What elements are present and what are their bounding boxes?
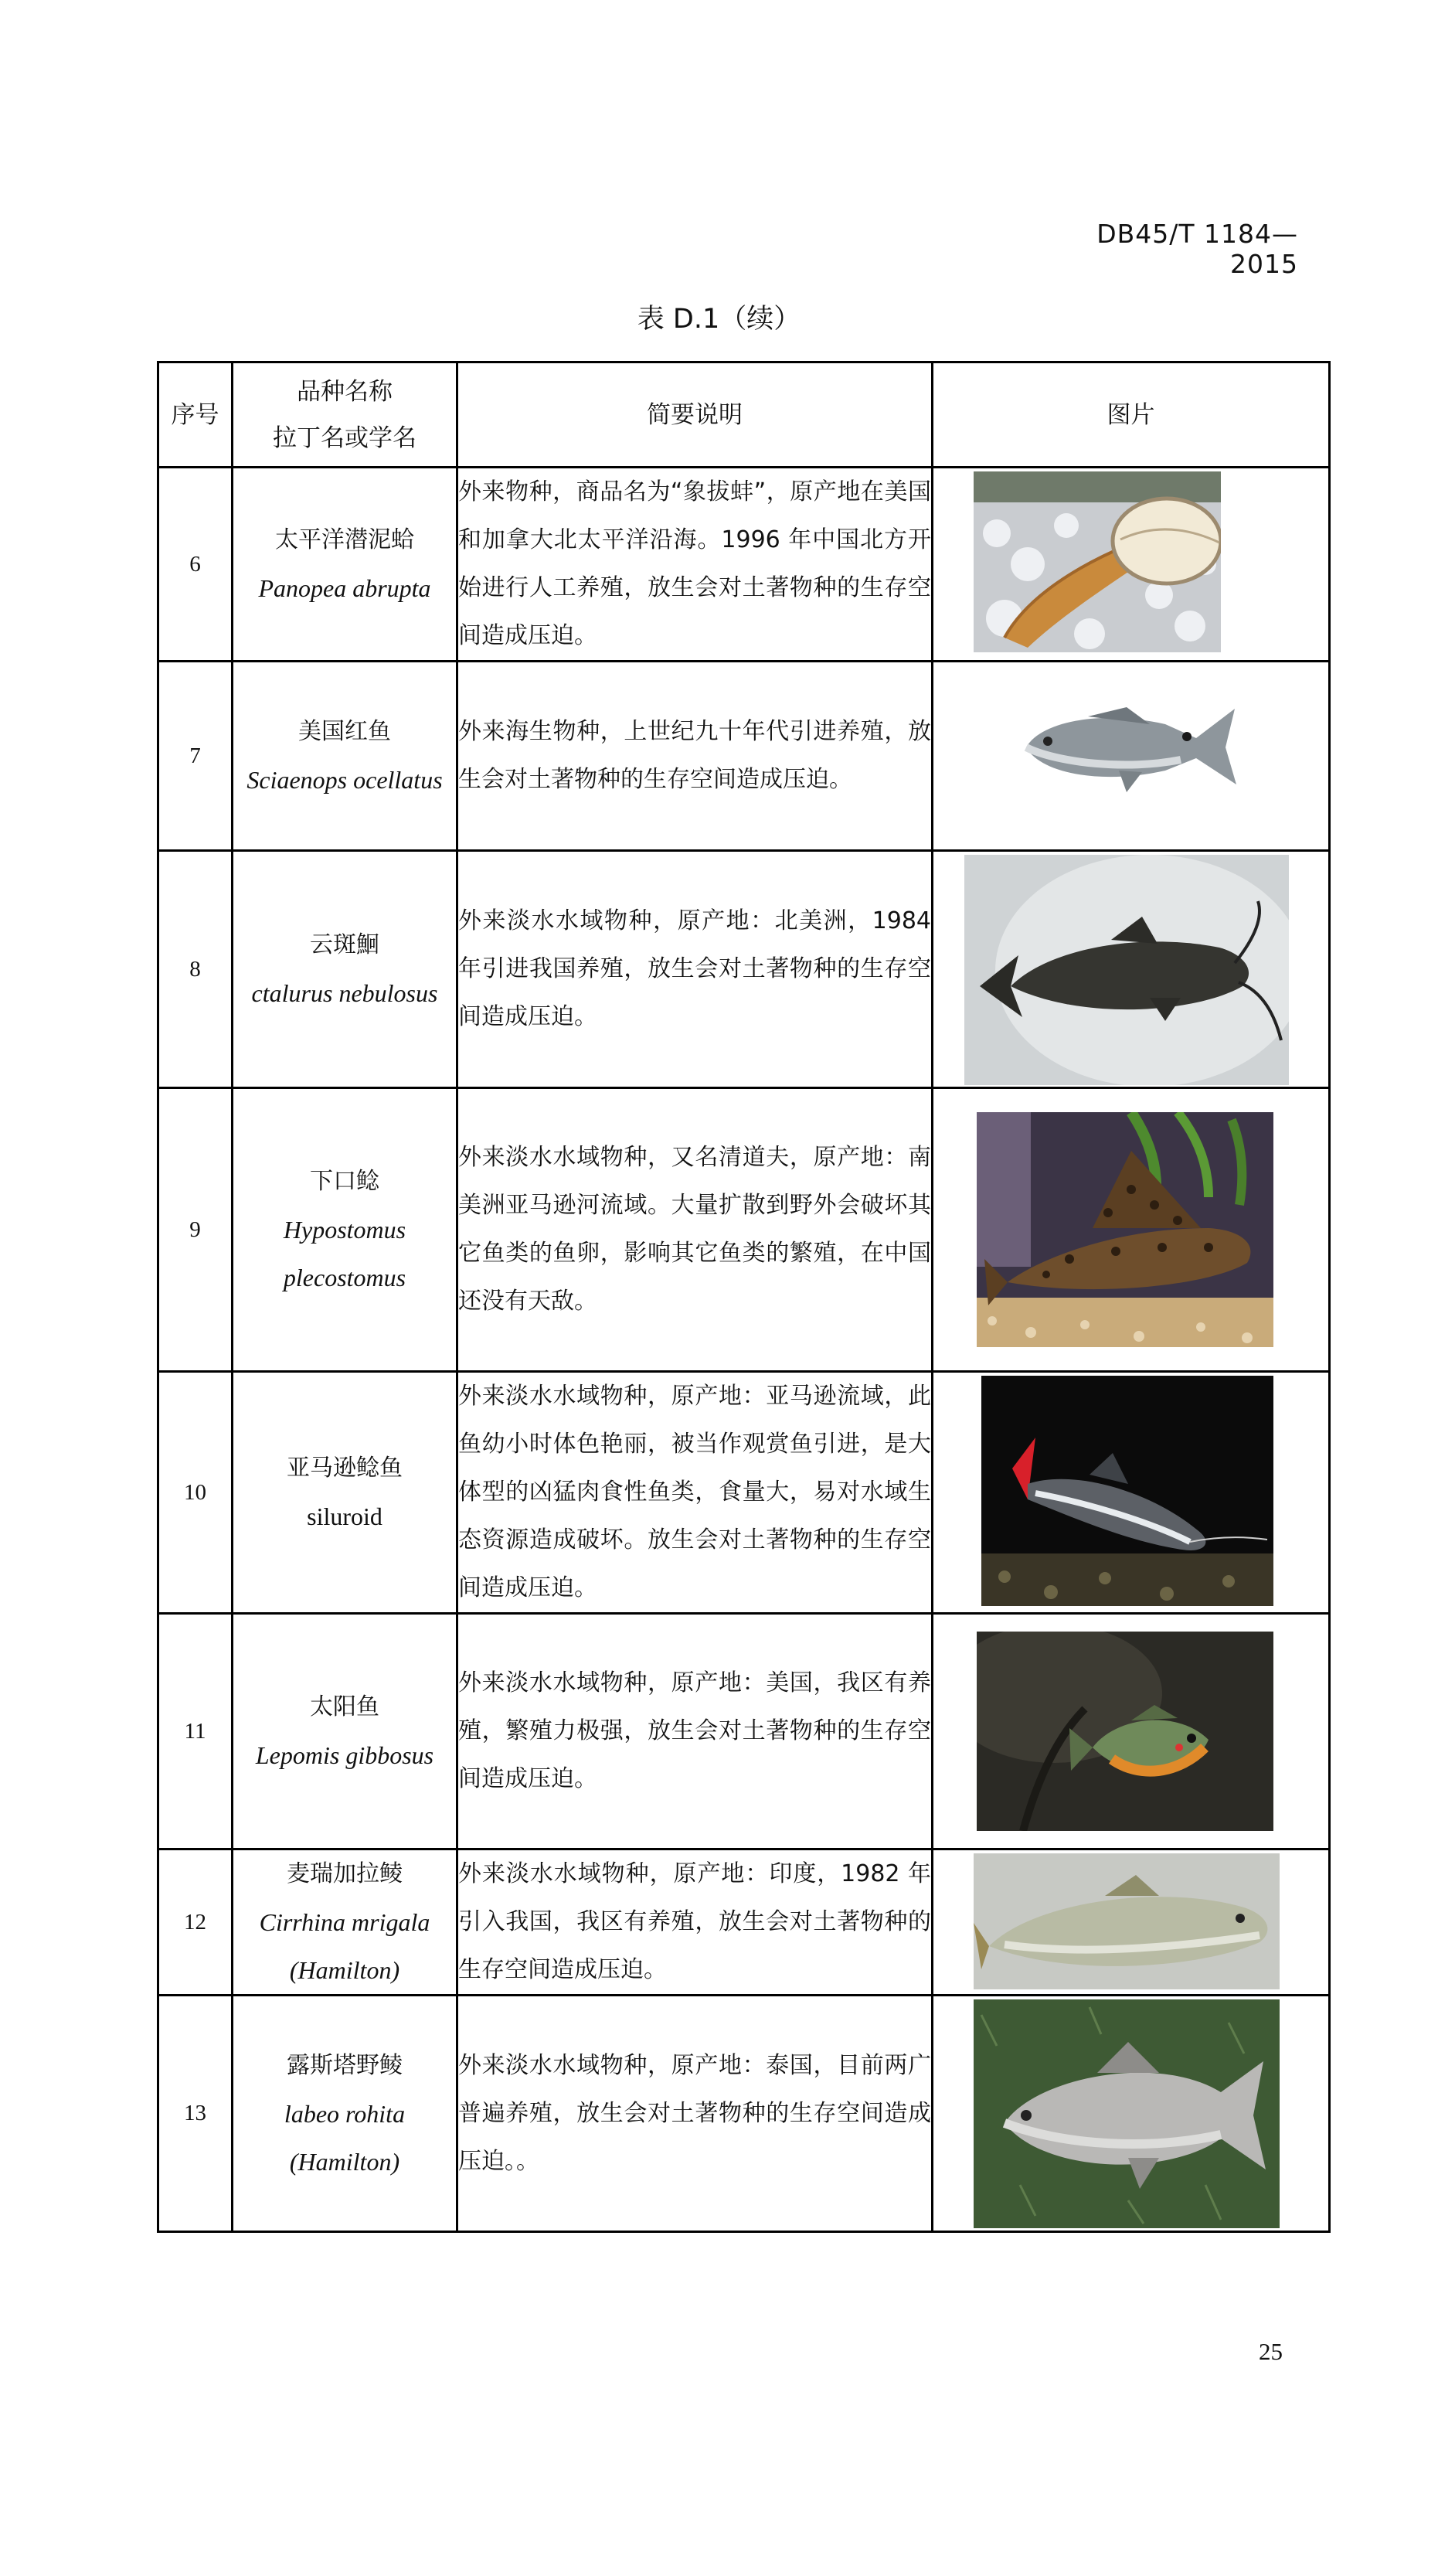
row-number: 8: [158, 851, 233, 1088]
plecostomus-photo: [977, 1112, 1273, 1347]
description: 外来淡水水域物种，原产地：泰国，目前两广普遍养殖，放生会对土著物种的生存空间造成压迫。。: [457, 1996, 933, 2232]
image-cell: [933, 851, 1330, 1088]
latin-name: labeo rohita: [284, 2099, 406, 2128]
table-row: [158, 1996, 1330, 2232]
species-name-cell: [233, 851, 457, 1088]
species-name-cell: [233, 468, 457, 662]
latin-name: ctalurus nebulosus: [251, 979, 438, 1007]
chinese-name: 麦瑞加拉鲮: [287, 1860, 403, 1887]
latin-name: Cirrhina mrigala: [259, 1908, 430, 1936]
species-name-cell: [233, 1088, 457, 1372]
table-row: [158, 1088, 1330, 1372]
redtail-catfish-photo: [981, 1376, 1273, 1606]
table-row: [158, 662, 1330, 851]
header-name: [233, 362, 457, 468]
latin-name: Sciaenops ocellatus: [246, 766, 443, 794]
species-name-cell: [233, 1849, 457, 1996]
chinese-name: 亚马逊鲶鱼: [287, 1455, 403, 1482]
latin-name: Lepomis gibbosus: [255, 1741, 434, 1769]
description: 外来物种，商品名为“象拔蚌”，原产地在美国和加拿大北太平洋沿海。1996 年中国北方开始进行人工养殖，放生会对土著物种的生存空间造成压迫。: [457, 468, 933, 662]
row-number: 13: [158, 1996, 233, 2232]
image-cell: [933, 1614, 1330, 1849]
row-number: 10: [158, 1372, 233, 1614]
latin-name: Panopea abrupta: [258, 574, 431, 602]
latin-name-line2: (Hamilton): [289, 1956, 400, 1984]
description: 外来淡水水域物种，原产地：亚马逊流域，此鱼幼小时体色艳丽，被当作观赏鱼引进，是大体型的凶猛肉食性鱼类，食量大，易对水域生态资源造成破坏。放生会对土著物种的生存空间造成压迫。: [457, 1372, 933, 1614]
table-row: [158, 468, 1330, 662]
chinese-name: 露斯塔野鲮: [287, 2051, 403, 2079]
latin-name-line2: plecostomus: [283, 1264, 406, 1291]
table-header-row: [158, 362, 1330, 468]
image-cell: [933, 468, 1330, 662]
red-drum-photo: [1011, 693, 1243, 801]
row-number: 7: [158, 662, 233, 851]
standard-code: DB45/T 1184—2015: [1096, 219, 1298, 279]
chinese-name: 下口鲶: [310, 1168, 379, 1195]
header-no: 序号: [158, 362, 233, 468]
chinese-name: 美国红鱼: [298, 718, 391, 745]
mrigal-carp-photo: [974, 1853, 1280, 1989]
description: 外来淡水水域物种，原产地：印度，1982 年引入我国，我区有养殖，放生会对土著物种的生存空间造成压迫。: [457, 1849, 933, 1996]
species-name-cell: [233, 1614, 457, 1849]
species-name-cell: [233, 1996, 457, 2232]
row-number: 6: [158, 468, 233, 662]
table-row: [158, 851, 1330, 1088]
header-description: 简要说明: [457, 362, 933, 468]
image-cell: [933, 1372, 1330, 1614]
image-cell: [933, 1849, 1330, 1996]
row-number: 12: [158, 1849, 233, 1996]
table-row: [158, 1849, 1330, 1996]
species-table: [157, 361, 1331, 2233]
chinese-name: 太阳鱼: [310, 1693, 379, 1720]
geoduck-clam-photo: [974, 471, 1221, 652]
image-cell: [933, 1088, 1330, 1372]
chinese-name: 太平洋潜泥蛤: [275, 526, 414, 553]
rohu-photo: [974, 1999, 1280, 2228]
page-number: 25: [1259, 2338, 1283, 2365]
table-row: [158, 1614, 1330, 1849]
header-image: 图片: [933, 362, 1330, 468]
image-cell: [933, 662, 1330, 851]
latin-name: siluroid: [307, 1502, 382, 1530]
description: 外来淡水水域物种，原产地：北美洲，1984 年引进我国养殖，放生会对土著物种的生存空间造成压迫。: [457, 851, 933, 1088]
description: 外来海生物种，上世纪九十年代引进养殖，放生会对土著物种的生存空间造成压迫。: [457, 662, 933, 851]
brown-bullhead-photo: [964, 855, 1289, 1085]
pumpkinseed-photo: [977, 1632, 1273, 1831]
latin-name: Hypostomus: [283, 1216, 406, 1244]
image-cell: [933, 1996, 1330, 2232]
species-name-cell: [233, 1372, 457, 1614]
row-number: 9: [158, 1088, 233, 1372]
chinese-name: 云斑鮰: [310, 931, 379, 958]
table-title: 表 D.1（续）: [637, 304, 801, 335]
table-row: [158, 1372, 1330, 1614]
header-name-line1: 品种名称: [297, 377, 393, 406]
species-name-cell: [233, 662, 457, 851]
header-name-line2: 拉丁名或学名: [273, 424, 416, 452]
latin-name-line2: (Hamilton): [289, 2147, 400, 2176]
row-number: 11: [158, 1614, 233, 1849]
description: 外来淡水水域物种，又名清道夫，原产地：南美洲亚马逊河流域。大量扩散到野外会破坏其它鱼类的鱼卵，影响其它鱼类的繁殖，在中国还没有天敌。: [457, 1088, 933, 1372]
description: 外来淡水水域物种，原产地：美国，我区有养殖，繁殖力极强，放生会对土著物种的生存空间造成压迫。: [457, 1614, 933, 1849]
